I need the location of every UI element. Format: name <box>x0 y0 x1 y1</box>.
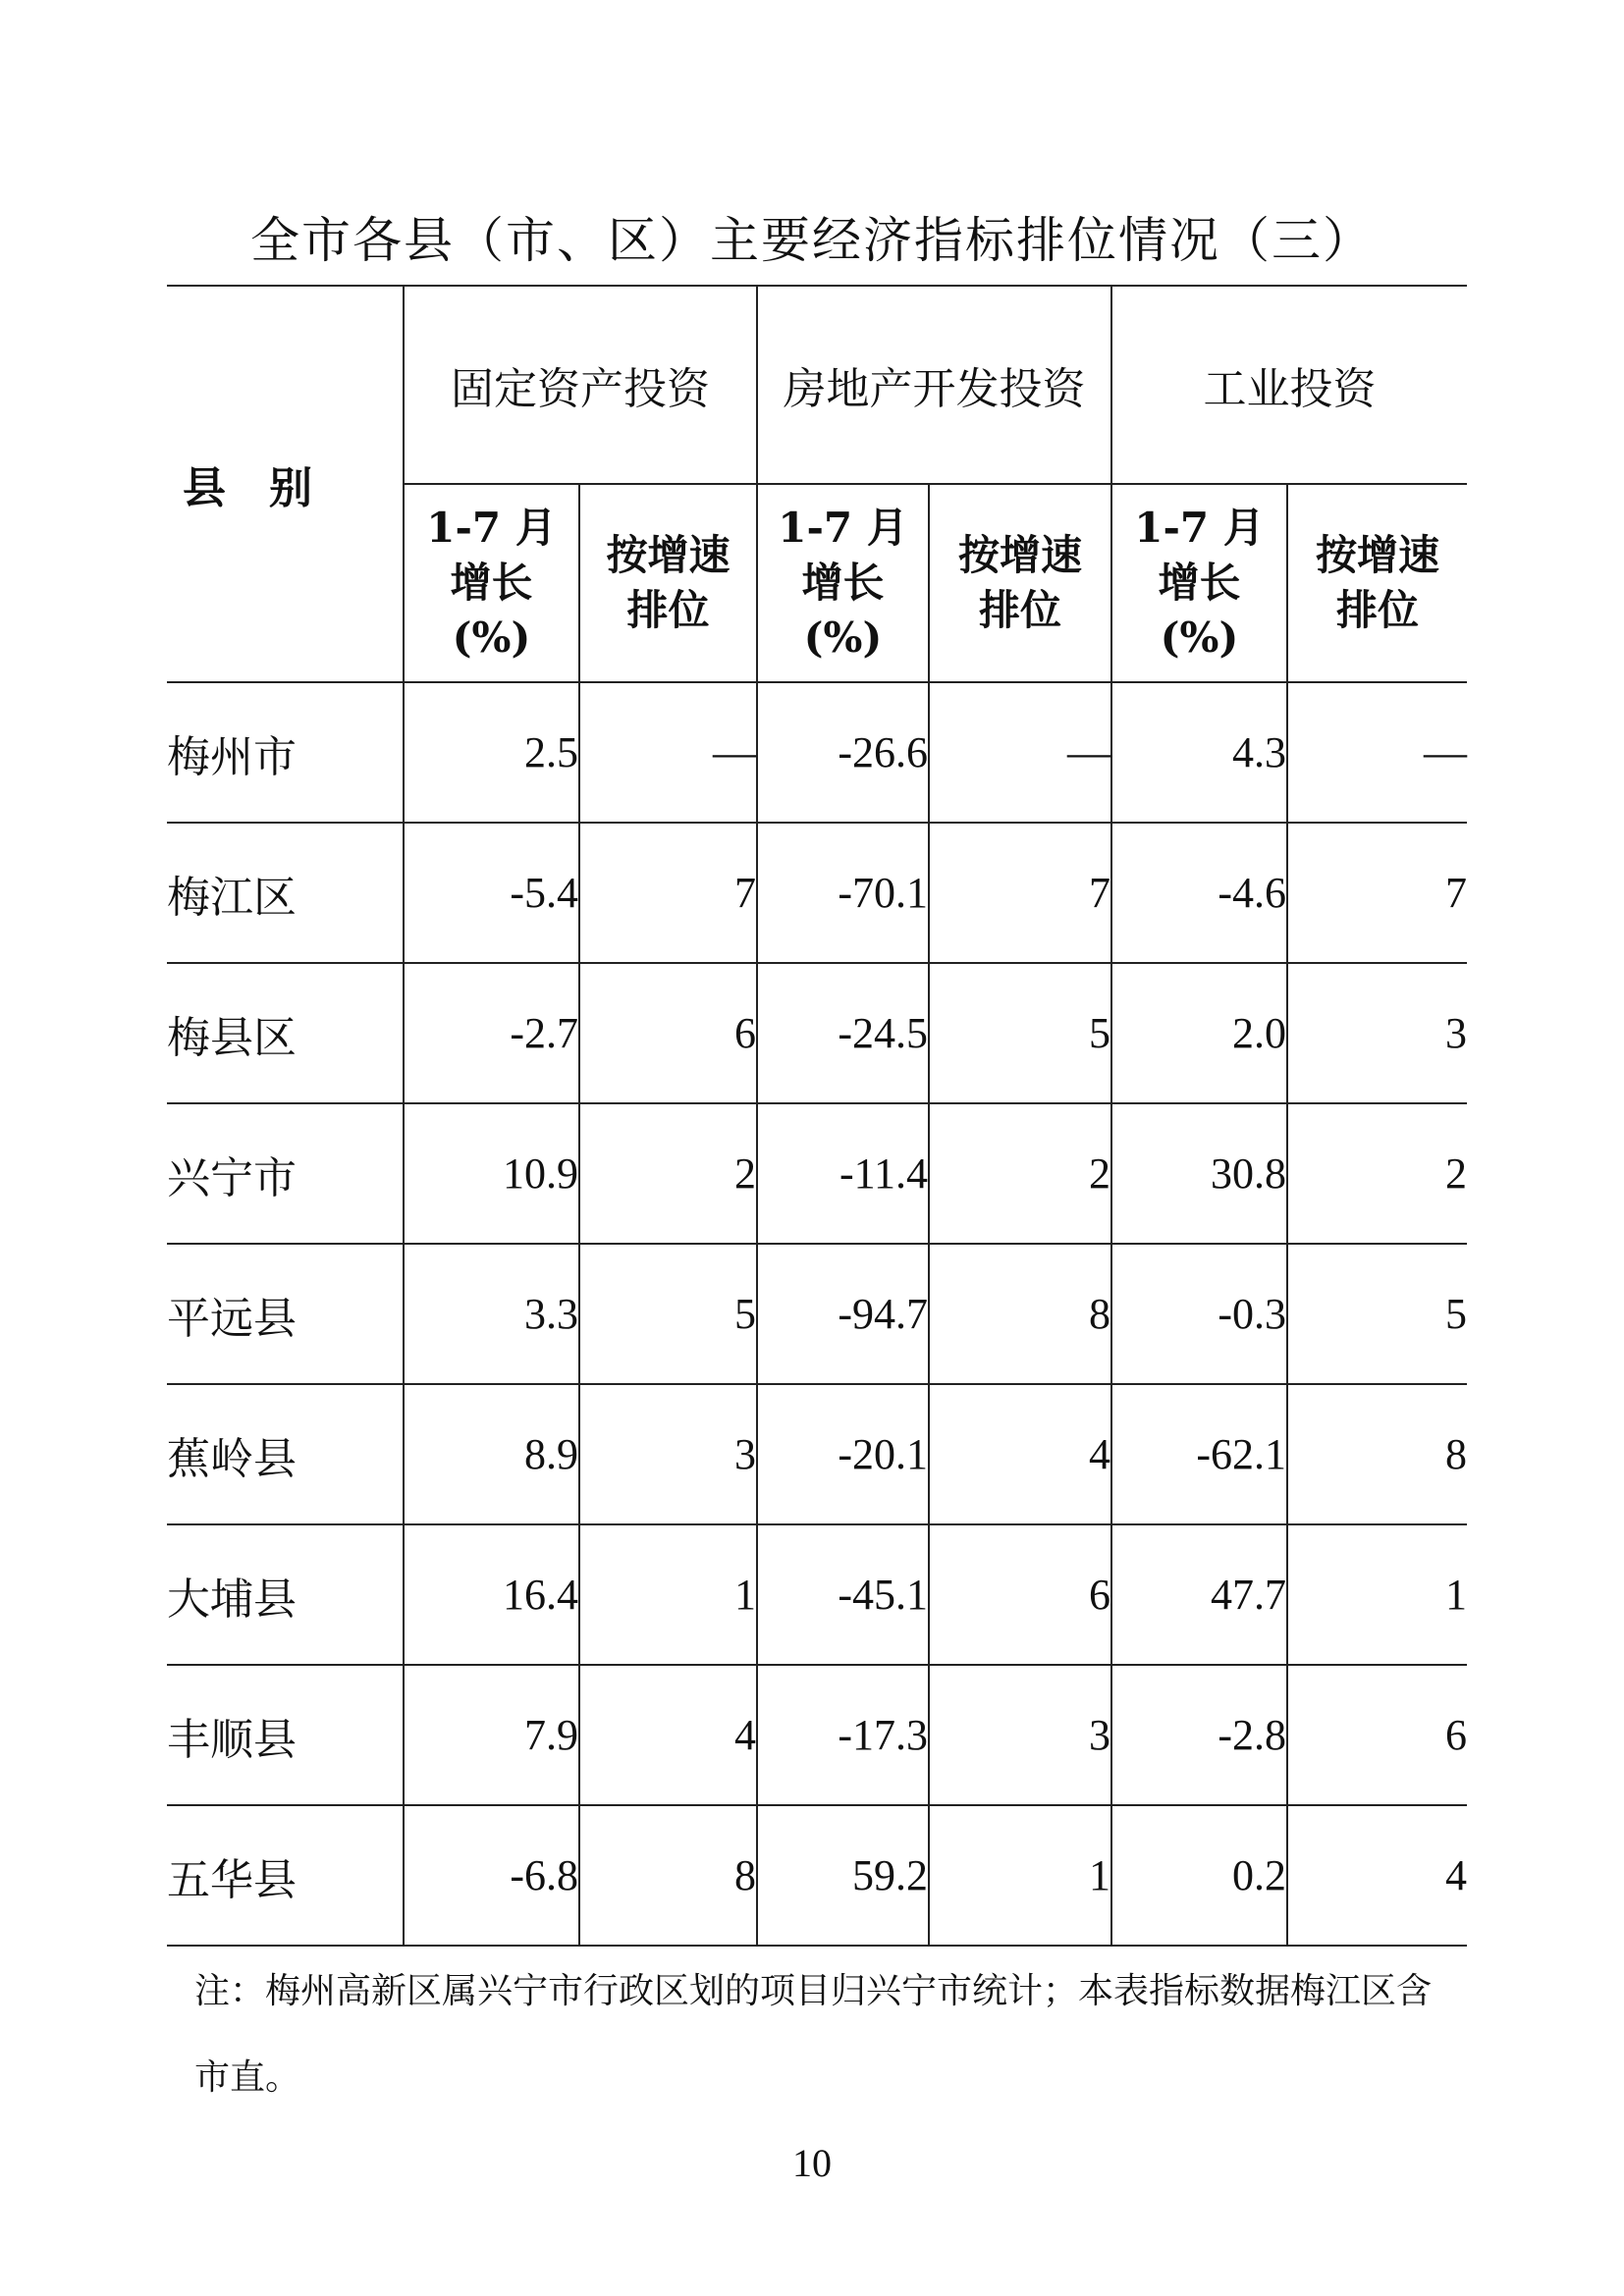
table-row <box>167 1384 1467 1524</box>
county-name-cell: 梅江区 <box>167 823 404 963</box>
rank-cell: 2 <box>1287 1103 1467 1244</box>
growth-cell: -17.3 <box>757 1665 929 1805</box>
rank-cell: 8 <box>1287 1384 1467 1524</box>
growth-cell: -70.1 <box>757 823 929 963</box>
subheader-rank: 按增速 排位 <box>929 484 1111 682</box>
rank-cell: 4 <box>579 1665 757 1805</box>
table-row <box>167 963 1467 1103</box>
rank-cell: 8 <box>929 1244 1111 1384</box>
growth-cell: 10.9 <box>404 1103 579 1244</box>
rank-cell: — <box>929 682 1111 823</box>
growth-cell: 59.2 <box>757 1805 929 1946</box>
group-header-fixed-asset: 固定资产投资 <box>404 286 757 484</box>
county-name-cell: 梅县区 <box>167 963 404 1103</box>
table-row <box>167 682 1467 823</box>
table-row <box>167 1524 1467 1665</box>
page-title: 全市各县（市、区）主要经济指标排位情况（三） <box>250 212 1374 269</box>
rank-cell: 5 <box>579 1244 757 1384</box>
county-name-cell: 大埔县 <box>167 1524 404 1665</box>
county-name-cell: 梅州市 <box>167 682 404 823</box>
growth-cell: -26.6 <box>757 682 929 823</box>
growth-cell: -5.4 <box>404 823 579 963</box>
table-row <box>167 823 1467 963</box>
rank-cell: 6 <box>579 963 757 1103</box>
rank-cell: 2 <box>929 1103 1111 1244</box>
table-row <box>167 1103 1467 1244</box>
growth-cell: 30.8 <box>1111 1103 1287 1244</box>
growth-cell: -24.5 <box>757 963 929 1103</box>
subheader-growth: 1-7 月 增长 (%) <box>757 484 929 682</box>
rank-cell: 4 <box>1287 1805 1467 1946</box>
county-name-cell: 五华县 <box>167 1805 404 1946</box>
growth-cell: -45.1 <box>757 1524 929 1665</box>
rank-cell: 8 <box>579 1805 757 1946</box>
rank-cell: — <box>579 682 757 823</box>
ranking-table <box>167 285 1467 1947</box>
growth-cell: 7.9 <box>404 1665 579 1805</box>
rank-cell: 5 <box>929 963 1111 1103</box>
growth-cell: -20.1 <box>757 1384 929 1524</box>
page-number: 10 <box>792 2141 832 2185</box>
table-row <box>167 1665 1467 1805</box>
growth-cell: 2.5 <box>404 682 579 823</box>
rank-cell: 6 <box>929 1524 1111 1665</box>
growth-cell: -0.3 <box>1111 1244 1287 1384</box>
table-row <box>167 1244 1467 1384</box>
subheader-rank: 按增速 排位 <box>1287 484 1467 682</box>
growth-cell: -4.6 <box>1111 823 1287 963</box>
growth-cell: -11.4 <box>757 1103 929 1244</box>
subheader-growth: 1-7 月 增长 (%) <box>404 484 579 682</box>
rank-cell: 2 <box>579 1103 757 1244</box>
group-header-real-estate: 房地产开发投资 <box>757 286 1111 484</box>
county-column-header: 县 别 <box>167 286 404 682</box>
growth-cell: 3.3 <box>404 1244 579 1384</box>
county-name-cell: 兴宁市 <box>167 1103 404 1244</box>
growth-cell: 2.0 <box>1111 963 1287 1103</box>
county-name-cell: 蕉岭县 <box>167 1384 404 1524</box>
group-header-industrial: 工业投资 <box>1111 286 1467 484</box>
rank-cell: 7 <box>579 823 757 963</box>
growth-cell: 0.2 <box>1111 1805 1287 1946</box>
growth-cell: -94.7 <box>757 1244 929 1384</box>
growth-cell: 4.3 <box>1111 682 1287 823</box>
rank-cell: — <box>1287 682 1467 823</box>
rank-cell: 1 <box>579 1524 757 1665</box>
rank-cell: 5 <box>1287 1244 1467 1384</box>
growth-cell: -6.8 <box>404 1805 579 1946</box>
rank-cell: 7 <box>929 823 1111 963</box>
rank-cell: 6 <box>1287 1665 1467 1805</box>
footnote: 注：梅州高新区属兴宁市行政区划的项目归兴宁市统计；本表指标数据梅江区含市直。 <box>194 1971 1433 2098</box>
subheader-rank: 按增速 排位 <box>579 484 757 682</box>
rank-cell: 7 <box>1287 823 1467 963</box>
growth-cell: -2.7 <box>404 963 579 1103</box>
county-name-cell: 丰顺县 <box>167 1665 404 1805</box>
growth-cell: 8.9 <box>404 1384 579 1524</box>
county-name-cell: 平远县 <box>167 1244 404 1384</box>
rank-cell: 1 <box>929 1805 1111 1946</box>
subheader-growth: 1-7 月 增长 (%) <box>1111 484 1287 682</box>
table-row <box>167 1805 1467 1946</box>
rank-cell: 1 <box>1287 1524 1467 1665</box>
rank-cell: 3 <box>1287 963 1467 1103</box>
rank-cell: 3 <box>929 1665 1111 1805</box>
growth-cell: 16.4 <box>404 1524 579 1665</box>
rank-cell: 3 <box>579 1384 757 1524</box>
growth-cell: -2.8 <box>1111 1665 1287 1805</box>
growth-cell: 47.7 <box>1111 1524 1287 1665</box>
growth-cell: -62.1 <box>1111 1384 1287 1524</box>
rank-cell: 4 <box>929 1384 1111 1524</box>
